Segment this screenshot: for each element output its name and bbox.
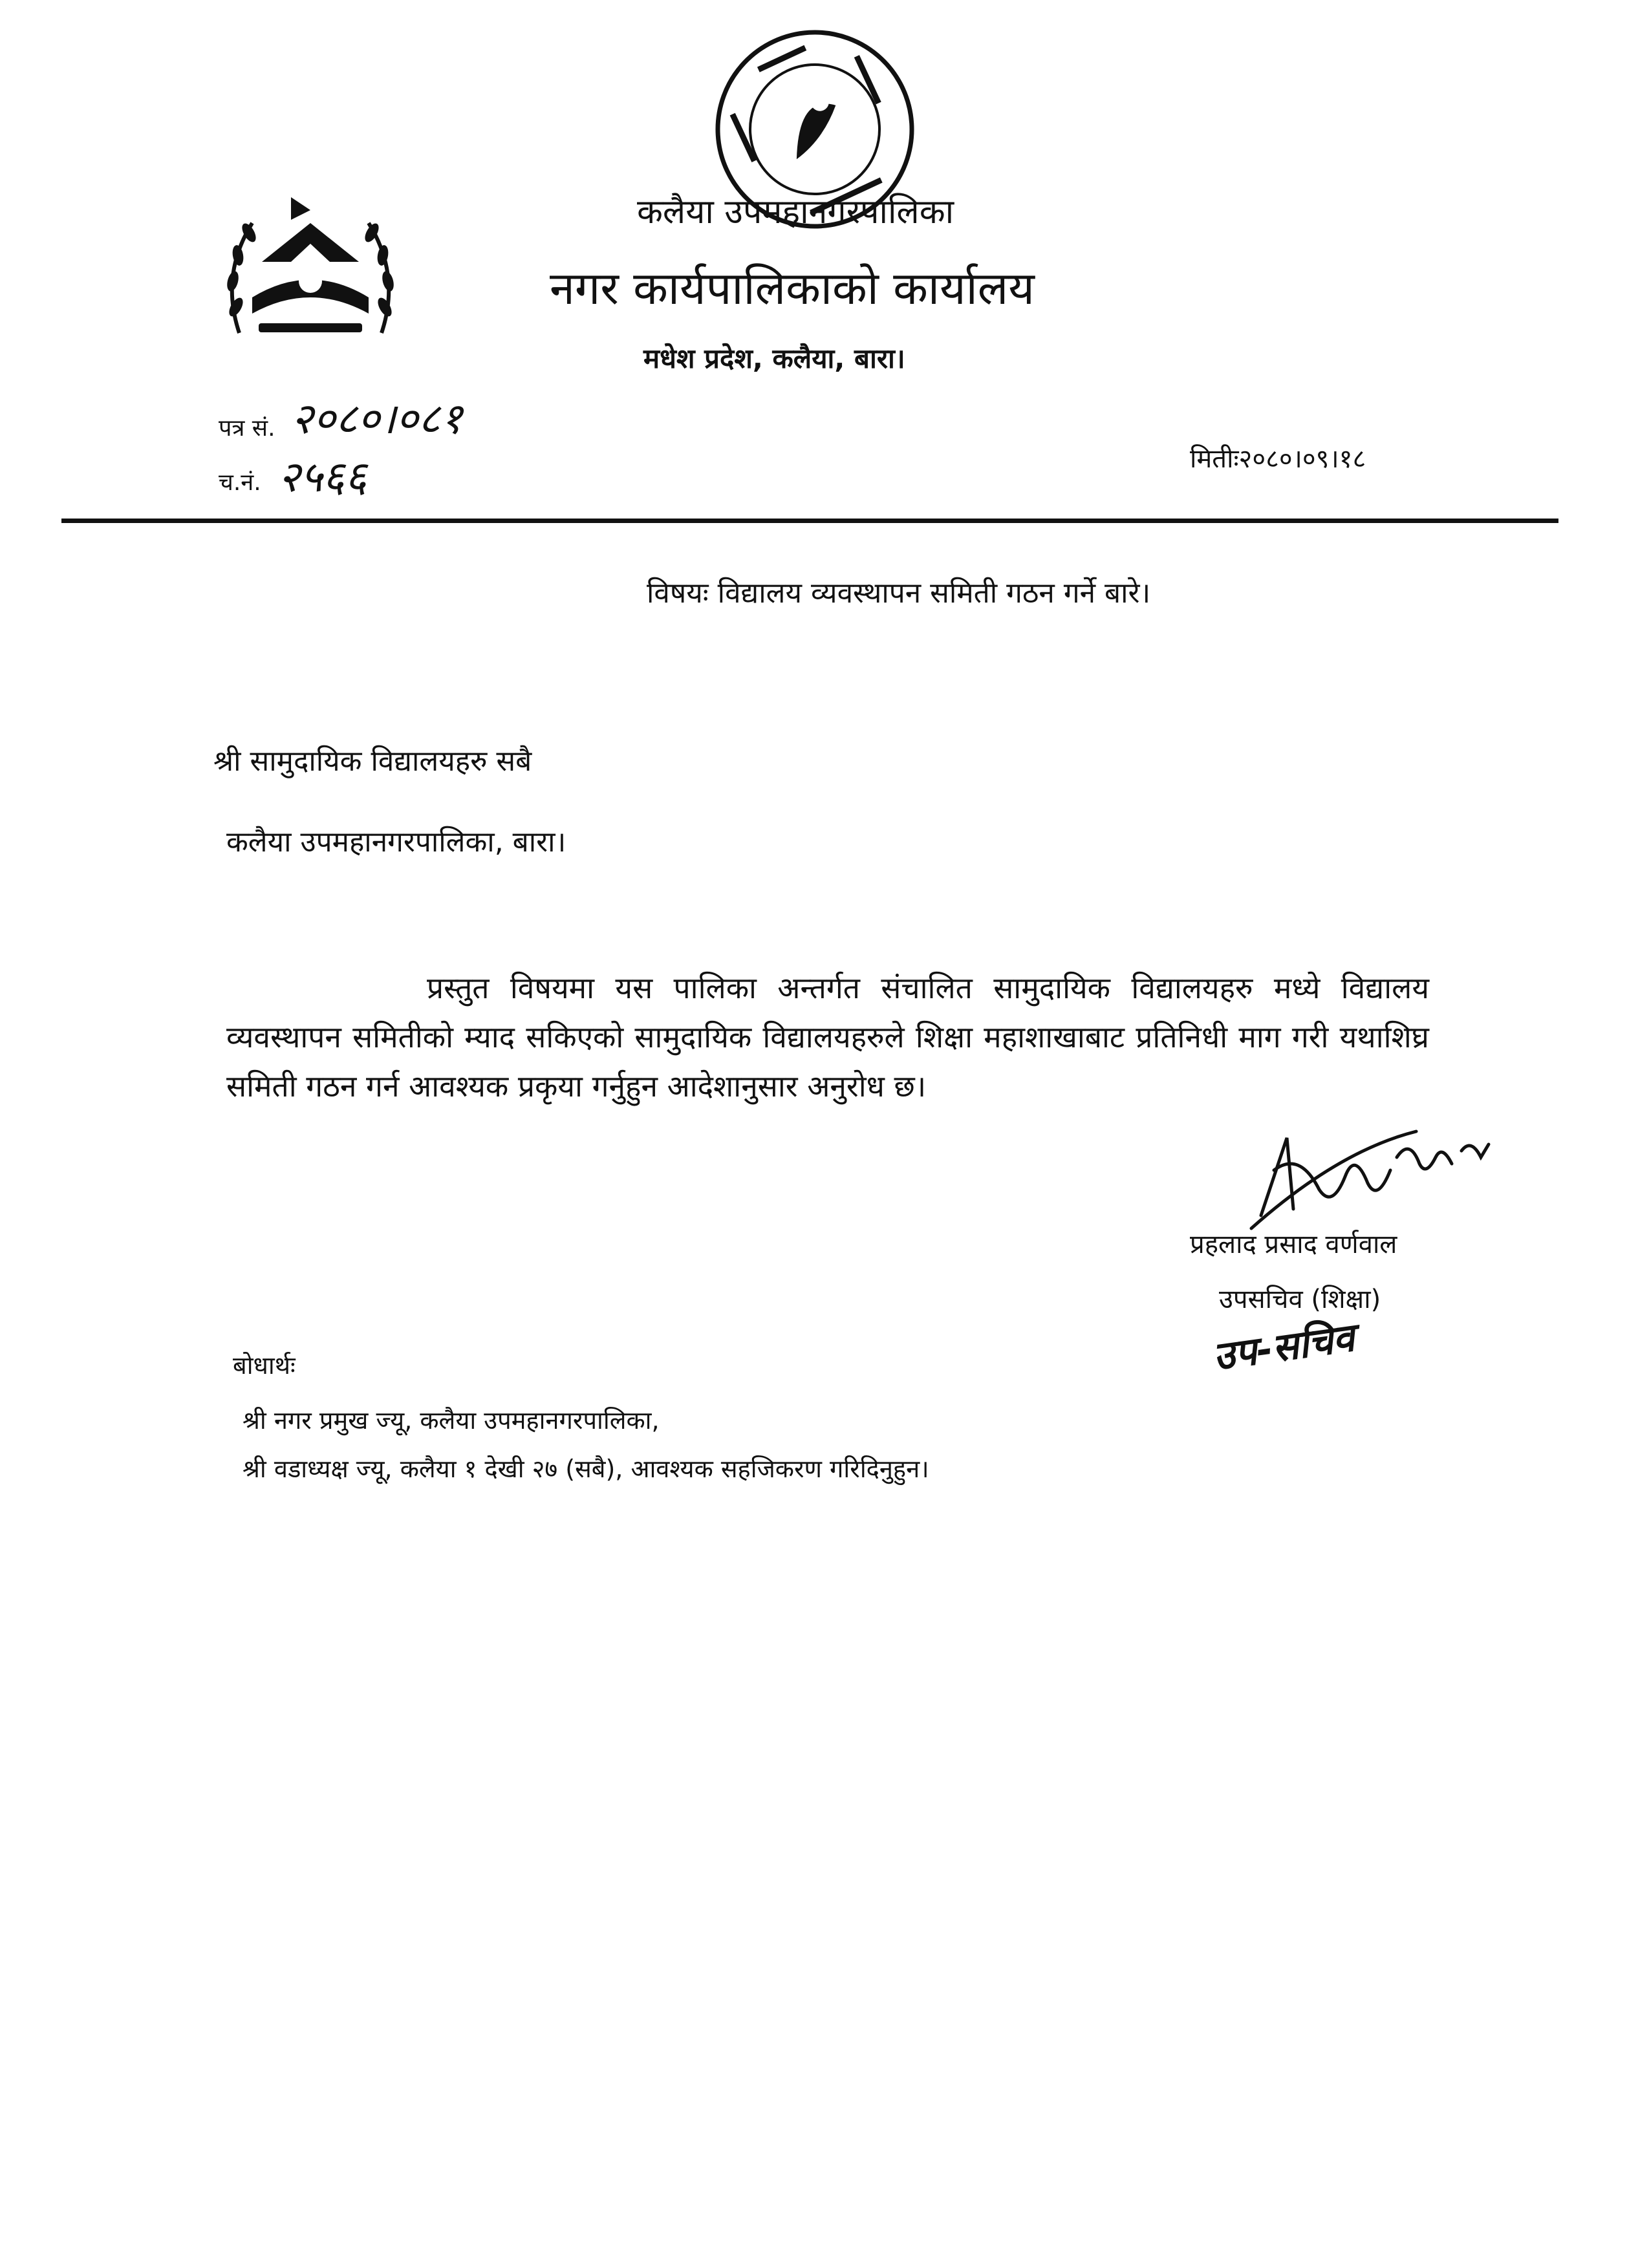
cc-item: श्री वडाध्यक्ष ज्यू, कलैया १ देखी २७ (सबै), आवश्यक सहजिकरण गरिदिनुहुन। bbox=[242, 1455, 929, 1483]
dispatch-number-value: २५६६ bbox=[278, 452, 367, 502]
letter-date: मितीः२०८०।०९।१८ bbox=[1190, 444, 1366, 474]
cc-title: बोधार्थः bbox=[233, 1351, 296, 1380]
recipient-line-1: श्री सामुदायिक विद्यालयहरु सबै bbox=[213, 745, 532, 778]
signatory-designation: उपसचिव (शिक्षा) bbox=[1219, 1285, 1381, 1314]
letter-number-value: २०८०।०८१ bbox=[291, 394, 463, 444]
nepal-emblem-logo bbox=[213, 184, 407, 356]
designation-stamp: उप-सचिव bbox=[1210, 1315, 1357, 1380]
cc-item: श्री नगर प्रमुख ज्यू, कलैया उपमहानगरपालिका, bbox=[242, 1406, 660, 1435]
dispatch-number-label: च.नं. bbox=[219, 469, 261, 496]
header-divider bbox=[61, 519, 1558, 523]
letter-body: प्रस्तुत विषयमा यस पालिका अन्तर्गत संचालित सामुदायिक विद्यालयहरु मध्ये विद्यालय व्यवस्थापन समितीको म्याद सकिएको सामुदायिक विद्यालयहरुले शिक्षा महाशाखाबाट प्रतिनिधी माग गरी यथाशिघ्र समिती गठन गर्न आवश्यक प्रकृया गर्नुहुन आदेशानुसार अनुरोध छ। bbox=[226, 970, 1429, 1104]
municipality-name: कलैया उपमहानगरपालिका bbox=[637, 193, 954, 231]
signatory-name: प्रहलाद प्रसाद वर्णवाल bbox=[1190, 1230, 1397, 1259]
subject-line: विषयः विद्यालय व्यवस्थापन समिती गठन गर्ने बारे। bbox=[647, 577, 1151, 610]
office-address: मधेश प्रदेश, कलैया, बारा। bbox=[643, 343, 905, 374]
office-name: नगर कार्यपालिकाको कार्यालय bbox=[550, 262, 1035, 315]
handwritten-signature bbox=[1248, 1112, 1520, 1241]
recipient-line-2: कलैया उपमहानगरपालिका, बारा। bbox=[226, 826, 566, 859]
letter-number-label: पत्र सं. bbox=[219, 415, 275, 442]
